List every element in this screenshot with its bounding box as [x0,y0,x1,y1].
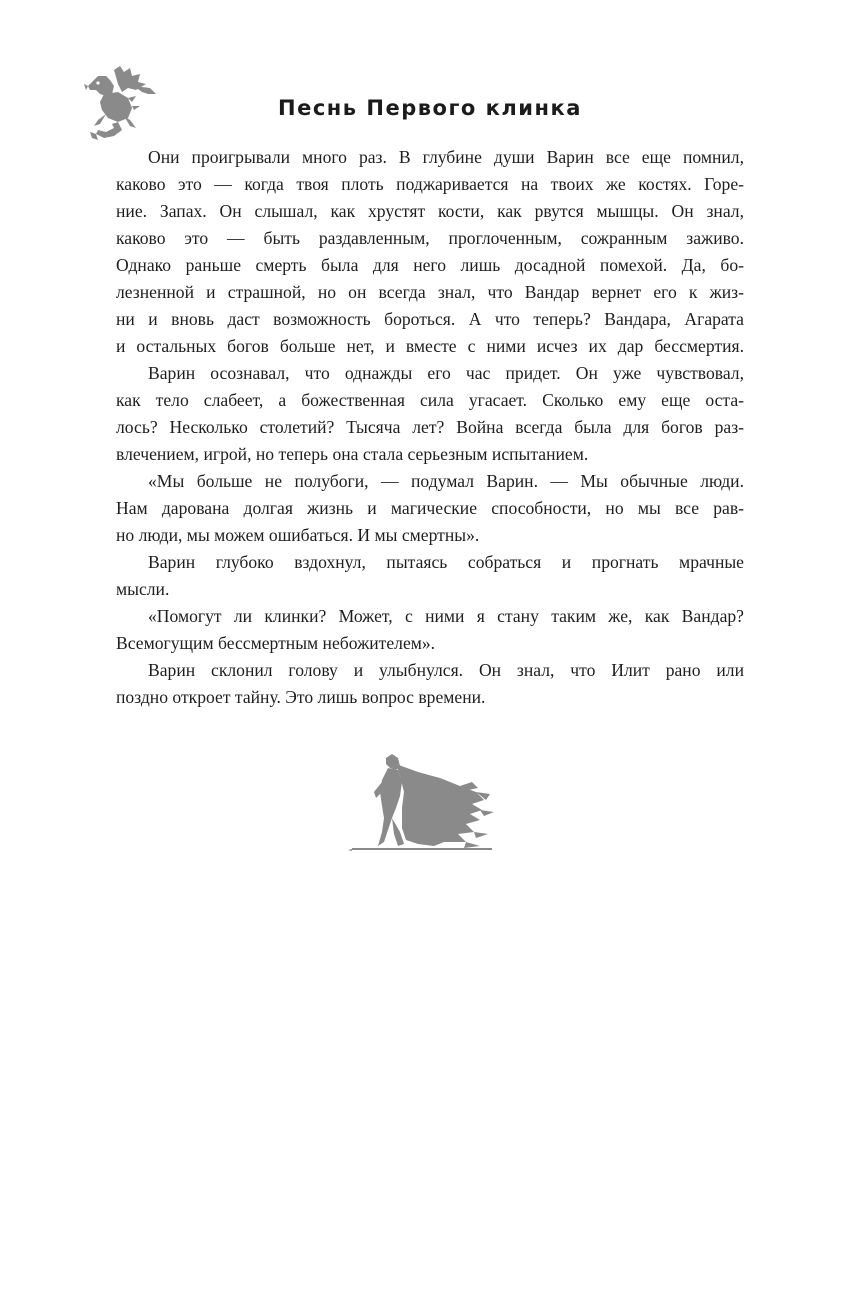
text-line: Варин склонил голову и улыбнулся. Он знал, что Илит рано или [148,660,744,680]
running-title: Песнь Первого клинка [278,96,582,120]
text-line: но люди, мы можем ошибаться. И мы смертны». [116,525,480,545]
text-line: каково это — быть раздавленным, проглоченным, сожранным заживо. [116,228,744,248]
text-line: лось? Несколько столетий? Тысяча лет? Война всегда была для богов раз- [116,417,744,437]
text-line: лезненной и страшной, но он всегда знал, что Вандар вернет его к жиз- [116,282,744,302]
text-line: как тело слабеет, а божественная сила угасает. Сколько ему еще оста- [116,390,744,410]
text-line: мысли. [116,579,170,599]
text-line: каково это — когда твоя плоть поджаривается на твоих же костях. Горе- [116,174,744,194]
text-line: Варин осознавал, что однажды его час придет. Он уже чувствовал, [148,363,744,383]
text-line: и остальных богов больше нет, и вместе с ними исчез их дар бессмертия. [116,336,744,356]
text-line: влечением, игрой, но теперь она стала серьезным испытанием. [116,444,589,464]
text-line: поздно откроет тайну. Это лишь вопрос времени. [116,687,486,707]
text-line: Однако раньше смерть была для него лишь досадной помехой. Да, бо- [116,255,744,275]
text-line: Они проигрывали много раз. В глубине души Варин все еще помнил, [148,147,744,167]
text-line: Нам дарована долгая жизнь и магические способности, но мы все рав- [116,498,744,518]
text-line: «Помогут ли клинки? Может, с ними я стану таким же, как Вандар? [148,606,744,626]
body-text [116,144,744,711]
cloaked-figure-icon [348,752,498,856]
text-line: ние. Запах. Он слышал, как хрустят кости, как рвутся мышцы. Он знал, [116,201,744,221]
text-line: Варин глубоко вздохнул, пытаясь собраться и прогнать мрачные [148,552,744,572]
text-line: «Мы больше не полубоги, — подумал Варин. — Мы обычные люди. [148,471,744,491]
text-line: Всемогущим бессмертным небожителем». [116,633,436,653]
text-line: ни и вновь даст возможность бороться. А что теперь? Вандара, Агарата [116,309,744,329]
